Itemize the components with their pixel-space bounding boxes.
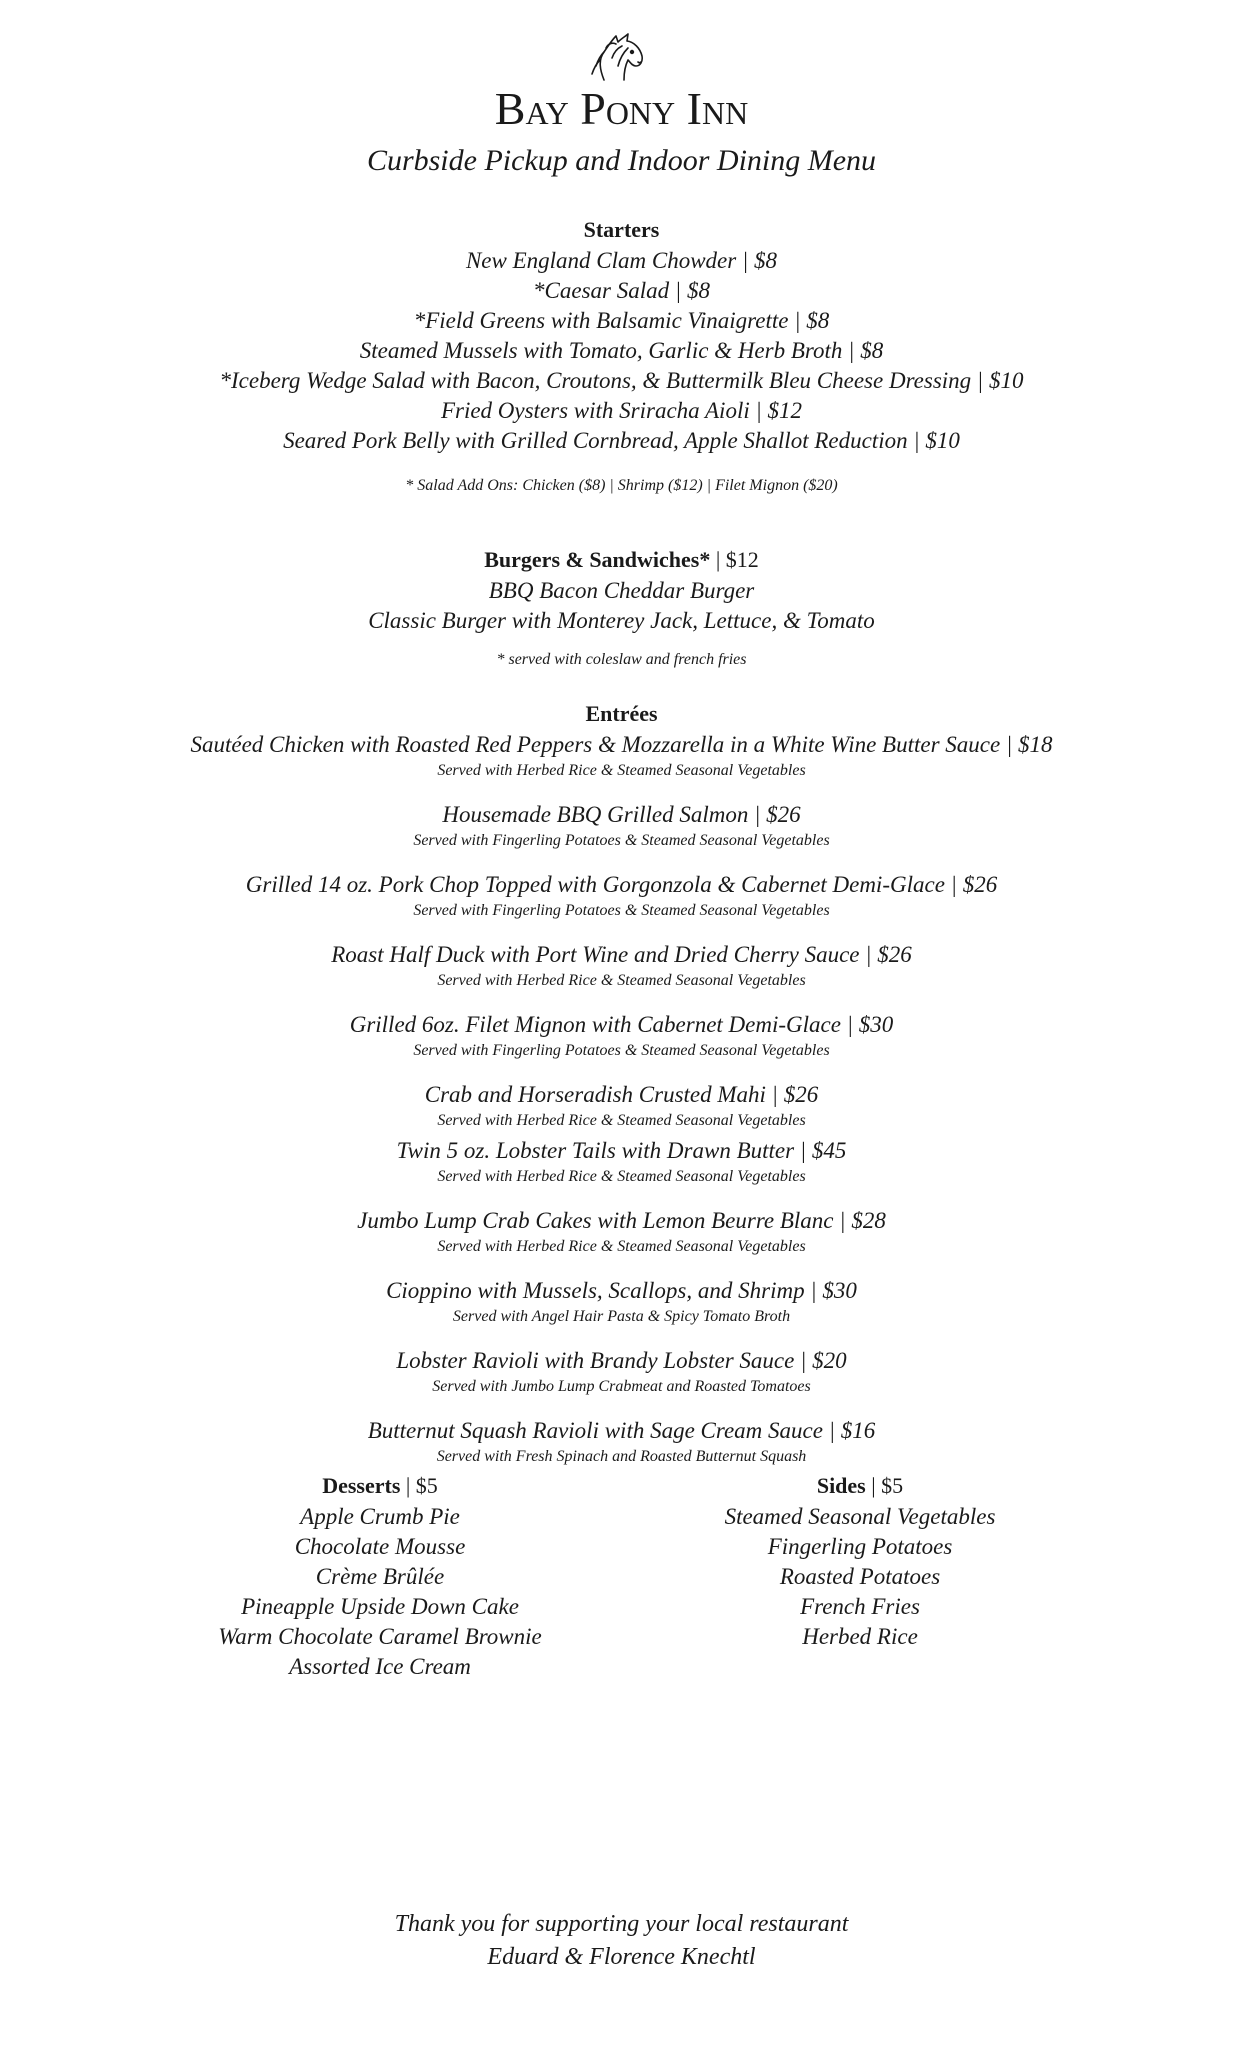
entree-name: Lobster Ravioli with Brandy Lobster Sauce | $20: [396, 1348, 847, 1373]
dessert-item: Pineapple Upside Down Cake: [241, 1594, 519, 1619]
side-item: Roasted Potatoes: [779, 1564, 941, 1589]
desserts-price: | $5: [400, 1473, 438, 1498]
entree-name: Crab and Horseradish Crusted Mahi | $26: [424, 1082, 819, 1107]
dessert-item: Warm Chocolate Caramel Brownie: [218, 1624, 542, 1649]
entree-name: Butternut Squash Ravioli with Sage Cream Sauce | $16: [367, 1418, 876, 1443]
entrees-heading-label: Entrées: [585, 701, 658, 726]
entree-served-with: Served with Herbed Rice & Steamed Seasonal Vegetables: [437, 1168, 806, 1185]
entrees-section: [0, 698, 1243, 1486]
entree-item: [0, 1080, 1243, 1132]
starter-item: *Field Greens with Balsamic Vinaigrette | $8: [413, 308, 830, 333]
entree-served-with: Served with Jumbo Lump Crabmeat and Roasted Tomatoes: [432, 1378, 811, 1395]
starters-heading: [0, 214, 1243, 246]
entree-item: [0, 870, 1243, 922]
menu-subtitle: Curbside Pickup and Indoor Dining Menu: [366, 144, 877, 177]
entree-item: [0, 1206, 1243, 1258]
entree-served-with: Served with Fingerling Potatoes & Steamed Seasonal Vegetables: [413, 1042, 830, 1059]
restaurant-name: Bay Pony Inn: [494, 83, 749, 134]
entree-name: Grilled 6oz. Filet Mignon with Cabernet Demi-Glace | $30: [349, 1012, 894, 1037]
entree-served-with: Served with Herbed Rice & Steamed Seasonal Vegetables: [437, 762, 806, 779]
entree-name: Jumbo Lump Crab Cakes with Lemon Beurre Blanc | $28: [357, 1208, 886, 1233]
footer-owners: Eduard & Florence Knechtl: [487, 1944, 756, 1970]
burger-item: Classic Burger with Monterey Jack, Lettuce, & Tomato: [368, 608, 875, 633]
side-item: French Fries: [800, 1594, 920, 1619]
entree-name: Roast Half Duck with Port Wine and Dried Cherry Sauce | $26: [331, 942, 912, 967]
entree-item: [0, 1276, 1243, 1328]
desserts-section: [180, 1470, 580, 1682]
sides-price: | $5: [865, 1473, 904, 1498]
entree-item: [0, 1346, 1243, 1398]
dessert-item: Apple Crumb Pie: [300, 1504, 460, 1529]
footer-thanks: Thank you for supporting your local restaurant: [394, 1911, 849, 1937]
logo: [0, 30, 1243, 135]
sides-heading-label: Sides: [816, 1473, 866, 1498]
side-item: Steamed Seasonal Vegetables: [724, 1504, 996, 1529]
entree-name: Cioppino with Mussels, Scallops, and Shrimp | $30: [386, 1278, 857, 1303]
entree-served-with: Served with Fingerling Potatoes & Steamed Seasonal Vegetables: [413, 902, 830, 919]
burgers-section: [0, 544, 1243, 672]
entree-served-with: Served with Herbed Rice & Steamed Seasonal Vegetables: [437, 1112, 806, 1129]
side-item: Herbed Rice: [802, 1624, 918, 1649]
entree-name: Twin 5 oz. Lobster Tails with Drawn Butter | $45: [396, 1138, 847, 1163]
starter-item: Seared Pork Belly with Grilled Cornbread, Apple Shallot Reduction | $10: [283, 428, 960, 453]
entree-name: Grilled 14 oz. Pork Chop Topped with Gorgonzola & Cabernet Demi-Glace | $26: [245, 872, 998, 897]
starter-item: New England Clam Chowder | $8: [465, 248, 778, 273]
burgers-heading: [0, 544, 1243, 576]
entree-served-with: Served with Herbed Rice & Steamed Seasonal Vegetables: [437, 972, 806, 989]
burgers-note: * served with coleslaw and french fries: [496, 651, 747, 668]
entree-item: [0, 940, 1243, 992]
burger-item: BBQ Bacon Cheddar Burger: [488, 578, 755, 603]
starter-item: Steamed Mussels with Tomato, Garlic & Herb Broth | $8: [359, 338, 884, 363]
entree-item: [0, 1416, 1243, 1468]
entree-served-with: Served with Fresh Spinach and Roasted Butternut Squash: [436, 1448, 807, 1465]
entree-item: [0, 1136, 1243, 1188]
starter-item: *Caesar Salad | $8: [533, 278, 710, 303]
burgers-heading-label: Burgers & Sandwiches*: [484, 547, 711, 572]
side-item: Fingerling Potatoes: [767, 1534, 953, 1559]
pony-head-icon: [582, 30, 662, 84]
starters-section: [0, 214, 1243, 498]
sides-heading: [660, 1470, 1060, 1502]
entree-item: [0, 800, 1243, 852]
entree-name: Sautéed Chicken with Roasted Red Peppers & Mozzarella in a White Wine Butter Sauce | $18: [190, 732, 1053, 757]
entree-served-with: Served with Fingerling Potatoes & Steamed Seasonal Vegetables: [413, 832, 830, 849]
entree-served-with: Served with Angel Hair Pasta & Spicy Tomato Broth: [452, 1308, 791, 1325]
starter-item: Fried Oysters with Sriracha Aioli | $12: [440, 398, 803, 423]
starter-item: *Iceberg Wedge Salad with Bacon, Croutons, & Buttermilk Bleu Cheese Dressing | $10: [219, 368, 1024, 393]
burgers-price: | $12: [710, 547, 759, 572]
footer: [0, 1908, 1243, 1974]
sides-section: [660, 1470, 1060, 1652]
entree-name: Housemade BBQ Grilled Salmon | $26: [442, 802, 801, 827]
dessert-item: Crème Brûlée: [315, 1564, 445, 1589]
entree-served-with: Served with Herbed Rice & Steamed Seasonal Vegetables: [437, 1238, 806, 1255]
entree-item: [0, 1010, 1243, 1062]
entree-item: [0, 730, 1243, 782]
dessert-item: Assorted Ice Cream: [289, 1654, 471, 1679]
desserts-heading-label: Desserts: [322, 1473, 401, 1498]
starters-heading-label: Starters: [583, 217, 660, 242]
salad-add-ons-note: * Salad Add Ons: Chicken ($8) | Shrimp ($12) | Filet Mignon ($20): [405, 477, 838, 494]
desserts-heading: [180, 1470, 580, 1502]
entrees-heading: [0, 698, 1243, 730]
dessert-item: Chocolate Mousse: [294, 1534, 466, 1559]
